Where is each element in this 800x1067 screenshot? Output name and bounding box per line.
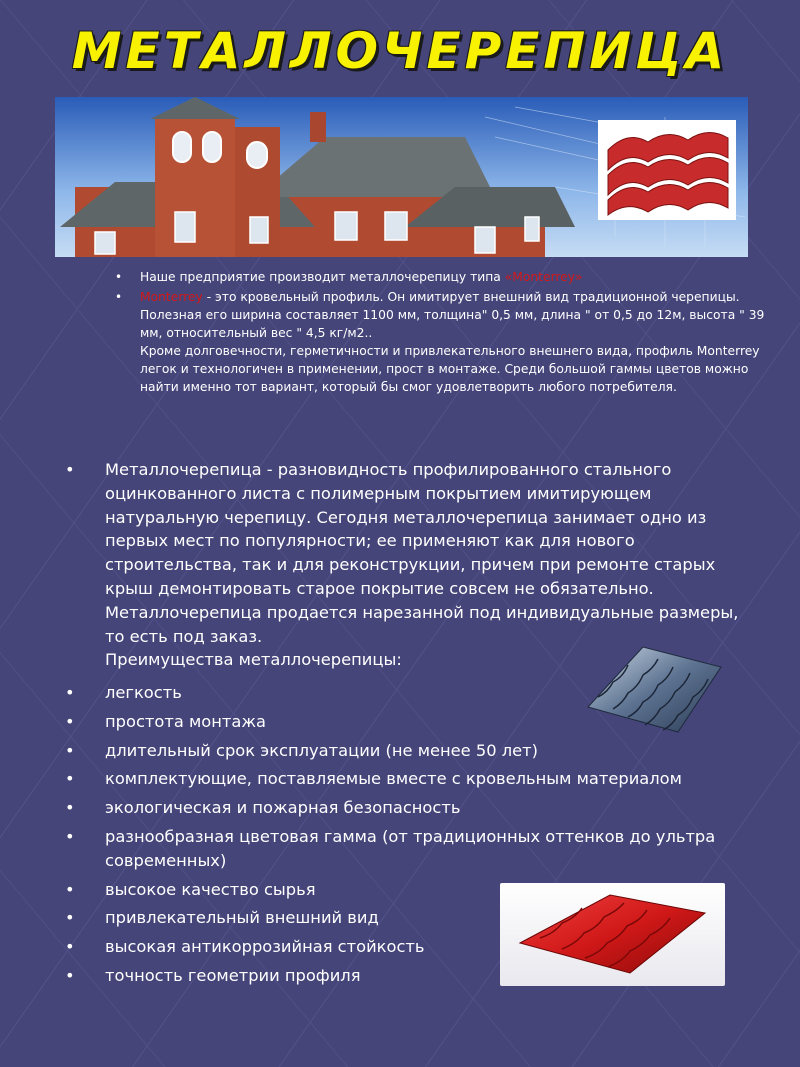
intro-list <box>115 268 765 398</box>
advantage-item: • разнообразная цветовая гамма (от традиционных оттенков до ультра современных) <box>65 825 755 873</box>
advantage-item: • простота монтажа <box>65 710 755 734</box>
red-tile-photo <box>598 120 736 220</box>
intro-text: Наше предприятие производит металлочерепицу типа <box>140 270 505 284</box>
intro-text: - это кровельный профиль. Он имитирует внешний вид традиционной черепицы. Полезная его ширина составляет 1100 мм, толщина" 0,5 мм, длина " от 0,5 до 12м, высота " 39 мм, относительный вес " 4,5 кг/м2.. <box>140 290 765 340</box>
advantage-item: • высокое качество сырья <box>65 878 755 902</box>
advantage-item: • точность геометрии профиля <box>65 964 755 988</box>
blue-metal-sheet-photo <box>583 637 723 737</box>
page-title: МЕТАЛЛОЧЕРЕПИЦА <box>71 22 729 80</box>
advantage-item: • комплектующие, поставляемые вместе с кровельным материалом <box>65 767 755 791</box>
advantage-item: • длительный срок эксплуатации (не менее 50 лет) <box>65 739 755 763</box>
advantage-item: • экологическая и пожарная безопасность <box>65 796 755 820</box>
intro-text-2: Кроме долговечности, герметичности и привлекательного внешнего вида, профиль Monterrey легок и технологичен в применении, прост в монтаже. Среди большой гаммы цветов можно найти именно тот вариант, который бы смог удовлетворить любого потребителя. <box>140 344 760 394</box>
advantage-item: • привлекательный внешний вид <box>65 906 755 930</box>
advantages-heading: Преимущества металлочерепицы: <box>105 650 402 670</box>
intro-item <box>115 268 765 286</box>
main-text: Металлочерепица - разновидность профилированного стального оцинкованного листа с полимерным покрытием имитирующем натуральную черепицу. Сегодня металлочерепица занимает одно из первых мест по популярности; ее применяют как для нового строительства, так и для реконструкции, причем при ремонте старых крыш демонтировать старое покрытие совсем не обязательно. Металлочерепица продается нарезанной под индивидуальные размеры, то есть под заказ. <box>105 460 739 646</box>
product-name: «Monterrey» <box>504 270 583 284</box>
product-name: Monterrey <box>140 290 203 304</box>
red-metal-sheet-photo <box>500 883 725 986</box>
main-paragraph: • Металлочерепица - разновидность профилированного стального оцинкованного листа с полимерным покрытием имитирующем натуральную черепицу. Сегодня металлочерепица занимает одно из первых мест по популярности; ее применяют как для нового строительства, так и для реконструкции, причем при ремонте старых крыш демонтировать старое покрытие совсем не обязательно. Металлочерепица продается нарезанной под индивидуальные размеры, то есть под заказ. Преимущества металлочерепицы: <box>65 460 739 670</box>
red-metal-sheet-frame <box>500 883 725 986</box>
advantage-item: • высокая антикоррозийная стойкость <box>65 935 755 959</box>
intro-item <box>115 288 765 396</box>
advantage-item: • легкость <box>65 681 755 705</box>
